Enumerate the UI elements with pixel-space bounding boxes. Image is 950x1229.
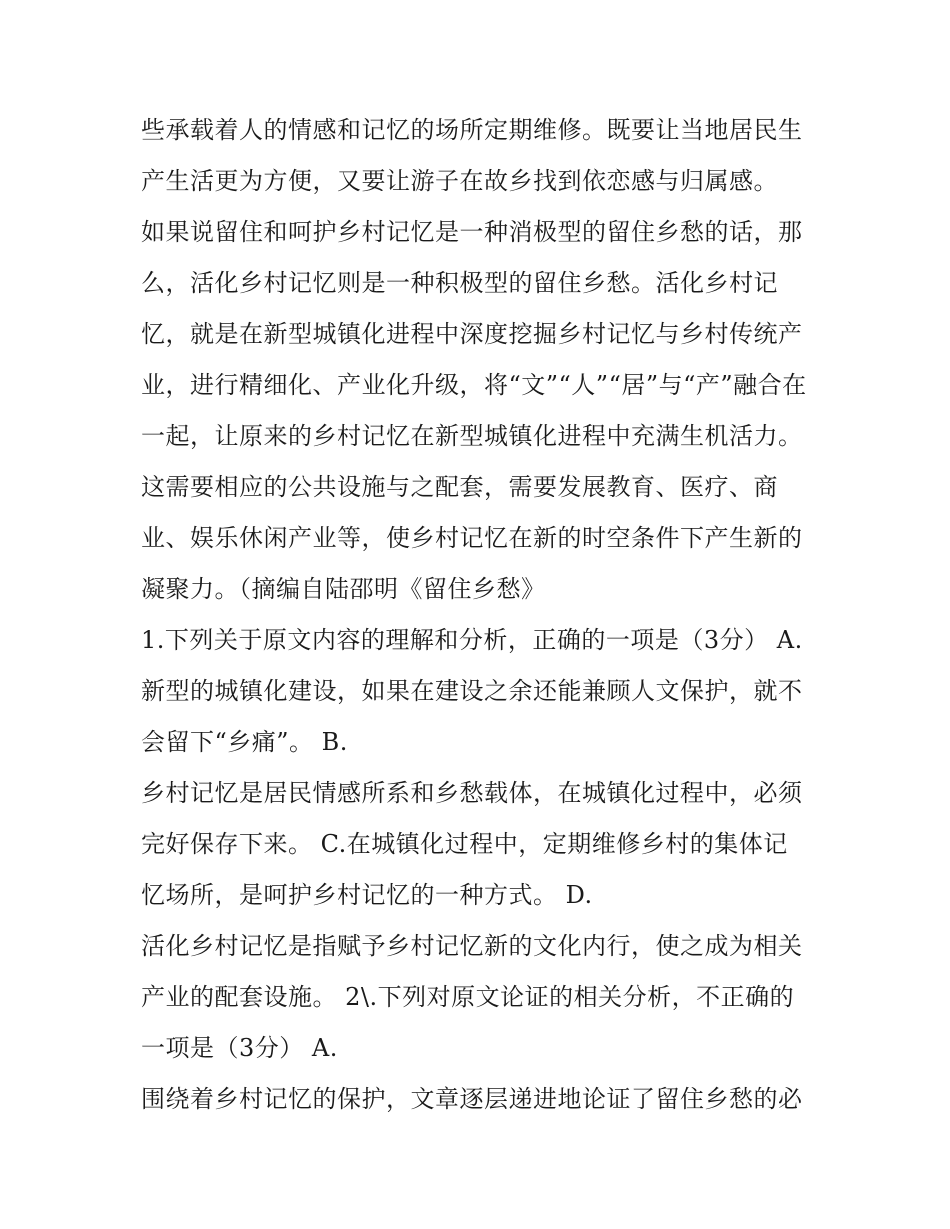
text-line: 些承载着人的情感和记忆的场所定期维修。既要让当地居民生 [141, 116, 803, 144]
text-line: 业、娱乐休闲产业等，使乡村记忆在新的时空条件下产生新的 [141, 524, 803, 552]
text-line: 产生活更为方便，又要让游子在故乡找到依恋感与归属感。 [141, 167, 778, 195]
text-line: 这需要相应的公共设施与之配套，需要发展教育、医疗、商 [141, 473, 778, 501]
text-line: 业，进行精细化、产业化升级，将“文”“人”“居”与“产”融合在 [141, 371, 807, 399]
body-text [141, 110, 821, 1130]
text-line: 围绕着乡村记忆的保护，文章逐层递进地论证了留住乡愁的必 [141, 1085, 803, 1113]
text-line: 忆，就是在新型城镇化进程中深度挖掘乡村记忆与乡村传统产 [141, 320, 803, 348]
question-1-line: 1.下列关于原文内容的理解和分析，正确的一项是（3分） A. [141, 626, 803, 654]
text-line: 么，活化乡村记忆则是一种积极型的留住乡愁。活化乡村记 [141, 269, 778, 297]
text-line: 活化乡村记忆是指赋予乡村记忆新的文化内行，使之成为相关 [141, 932, 803, 960]
text-line: 新型的城镇化建设，如果在建设之余还能兼顾人文保护，就不 [141, 677, 803, 705]
option-line: 会留下“乡痛”。 B. [141, 728, 348, 756]
text-line: 如果说留住和呵护乡村记忆是一种消极型的留住乡愁的话，那 [141, 218, 803, 246]
option-line: 一项是（3分） A. [141, 1034, 338, 1062]
question-2-line: 产业的配套设施。 2\.下列对原文论证的相关分析，不正确的 [141, 983, 795, 1011]
text-line: 乡村记忆是居民情感所系和乡愁载体，在城镇化过程中，必须 [141, 779, 803, 807]
option-line: 完好保存下来。 C.在城镇化过程中，定期维修乡村的集体记 [141, 830, 788, 858]
text-line: 一起，让原来的乡村记忆在新型城镇化进程中充满生机活力。 [141, 422, 803, 450]
citation-line: 凝聚力。（摘编自陆邵明《留住乡愁》 [141, 575, 546, 603]
option-line: 忆场所，是呵护乡村记忆的一种方式。 D. [141, 881, 593, 909]
